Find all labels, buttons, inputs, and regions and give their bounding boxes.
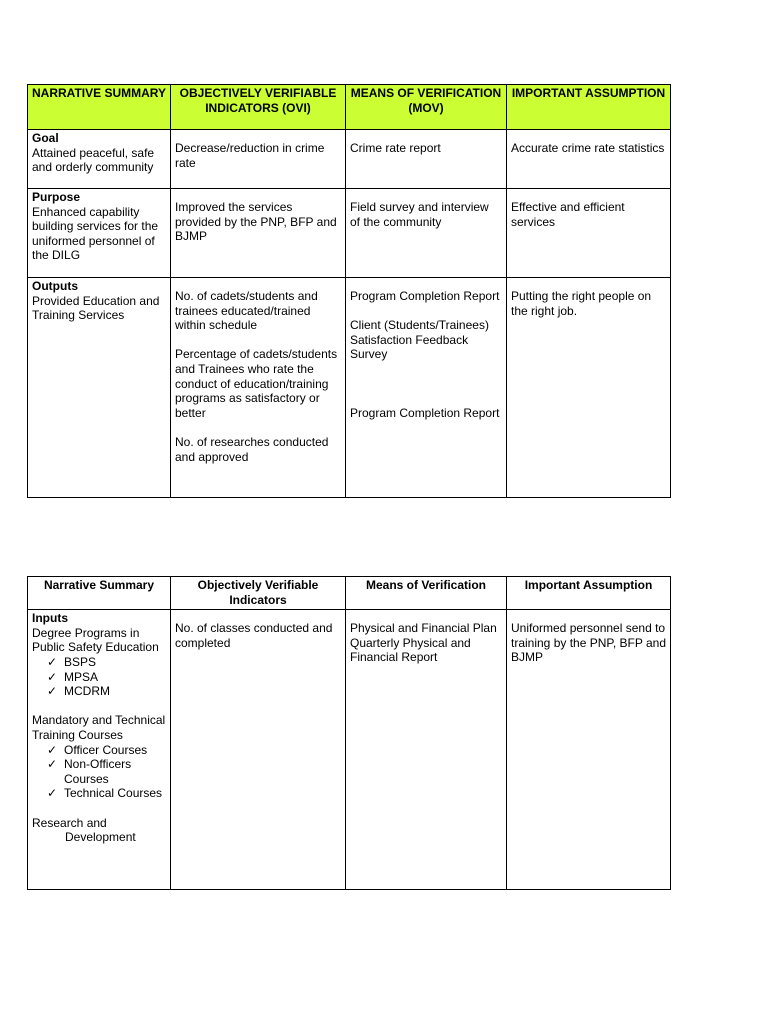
checkmark-icon: ✓	[47, 757, 58, 772]
inputs-mov-2: Quarterly Physical and Financial Report	[350, 635, 471, 665]
inputs-mov-1: Physical and Financial Plan	[350, 621, 497, 636]
header-mov: Means of Verification	[346, 577, 507, 610]
purpose-narrative-cell	[28, 189, 171, 278]
outputs-label: Outputs	[32, 279, 78, 293]
table-header-row	[28, 577, 671, 610]
checkmark-icon: ✓	[47, 786, 58, 801]
table-row-purpose	[28, 189, 671, 278]
degree-programs-list	[32, 655, 166, 699]
purpose-assumption-cell	[507, 189, 671, 278]
goal-mov-cell	[346, 130, 507, 189]
goal-ovi-cell	[171, 130, 346, 189]
training-courses-list	[32, 743, 166, 801]
table-row-inputs	[28, 610, 671, 890]
header-ovi: OBJECTIVELY VERIFIABLE INDICATORS (OVI)	[171, 85, 346, 130]
header-narrative-summary: Narrative Summary	[28, 577, 171, 610]
inputs-narrative-cell	[28, 610, 171, 890]
outputs-narrative-cell	[28, 278, 171, 498]
inputs-ovi: No. of classes conducted and completed	[175, 621, 333, 650]
list-item: ✓ Non-Officers Courses	[47, 757, 132, 786]
checkmark-icon: ✓	[47, 742, 58, 757]
list-item: ✓ BSPS	[47, 654, 97, 669]
list-item: ✓ Officer Courses	[47, 742, 148, 757]
research-line-1: Research and	[32, 815, 107, 830]
outputs-mov-cell	[346, 278, 507, 498]
table-row-goal	[28, 130, 671, 189]
outputs-mov-2: Client (Students/Trainees) Satisfaction Feedback Survey	[350, 318, 489, 362]
purpose-mov-cell	[346, 189, 507, 278]
outputs-ovi-3: No. of researches conducted and approved	[175, 434, 329, 464]
goal-ovi: Decrease/reduction in crime rate	[175, 141, 325, 170]
outputs-ovi-1: No. of cadets/students and trainees educated/trained within schedule	[175, 289, 318, 333]
outputs-assumption-cell	[507, 278, 671, 498]
checkmark-icon: ✓	[47, 669, 58, 684]
checkmark-icon: ✓	[47, 684, 58, 699]
outputs-ovi-cell	[171, 278, 346, 498]
header-ovi: Objectively Verifiable Indicators	[171, 577, 346, 610]
logframe-table-outcomes	[27, 84, 671, 498]
outputs-mov-1: Program Completion Report	[350, 289, 500, 303]
outputs-narrative: Provided Education and Training Services	[32, 293, 160, 323]
inputs-ovi-cell	[171, 610, 346, 890]
outputs-assumption: Putting the right people on the right job.	[511, 289, 652, 318]
goal-assumption: Accurate crime rate statistics	[511, 141, 665, 155]
table-row-outputs	[28, 278, 671, 498]
inputs-assumption: Uniformed personnel send to training by the PNP, BFP and BJMP	[511, 621, 666, 665]
outputs-mov-3: Program Completion Report	[350, 405, 500, 420]
purpose-ovi: Improved the services provided by the PNP, BFP and BJMP	[175, 200, 337, 244]
inputs-mov-cell	[346, 610, 507, 890]
header-important-assumption: IMPORTANT ASSUMPTION	[507, 85, 671, 130]
goal-narrative-cell	[28, 130, 171, 189]
purpose-ovi-cell	[171, 189, 346, 278]
purpose-label: Purpose	[32, 190, 81, 204]
goal-label: Goal	[32, 131, 59, 145]
purpose-mov: Field survey and interview of the community	[350, 200, 489, 229]
checkmark-icon: ✓	[47, 654, 58, 669]
goal-narrative: Attained peaceful, safe and orderly community	[32, 145, 155, 175]
inputs-label: Inputs	[32, 611, 68, 626]
degree-programs-heading: Degree Programs in Public Safety Education	[32, 625, 159, 655]
research-line-2: Development	[65, 830, 136, 845]
goal-mov: Crime rate report	[350, 141, 441, 155]
training-courses-heading: Mandatory and Technical Training Courses	[32, 713, 166, 742]
list-item: ✓ MPSA	[47, 669, 99, 684]
header-important-assumption: Important Assumption	[507, 577, 671, 610]
header-mov: MEANS OF VERIFICATION (MOV)	[346, 85, 507, 130]
list-item: ✓ Technical Courses	[47, 786, 163, 801]
header-narrative-summary: NARRATIVE SUMMARY	[28, 85, 171, 130]
list-item: ✓ MCDRM	[47, 684, 110, 699]
goal-assumption-cell	[507, 130, 671, 189]
purpose-narrative: Enhanced capability building services for the uniformed personnel of the DILG	[32, 204, 159, 263]
purpose-assumption: Effective and efficient services	[511, 200, 625, 229]
outputs-ovi-2: Percentage of cadets/students and Trainees who rate the conduct of education/training programs as satisfactory or better	[175, 347, 338, 420]
table-header-row	[28, 85, 671, 130]
logframe-table-inputs	[27, 576, 671, 890]
inputs-assumption-cell	[507, 610, 671, 890]
